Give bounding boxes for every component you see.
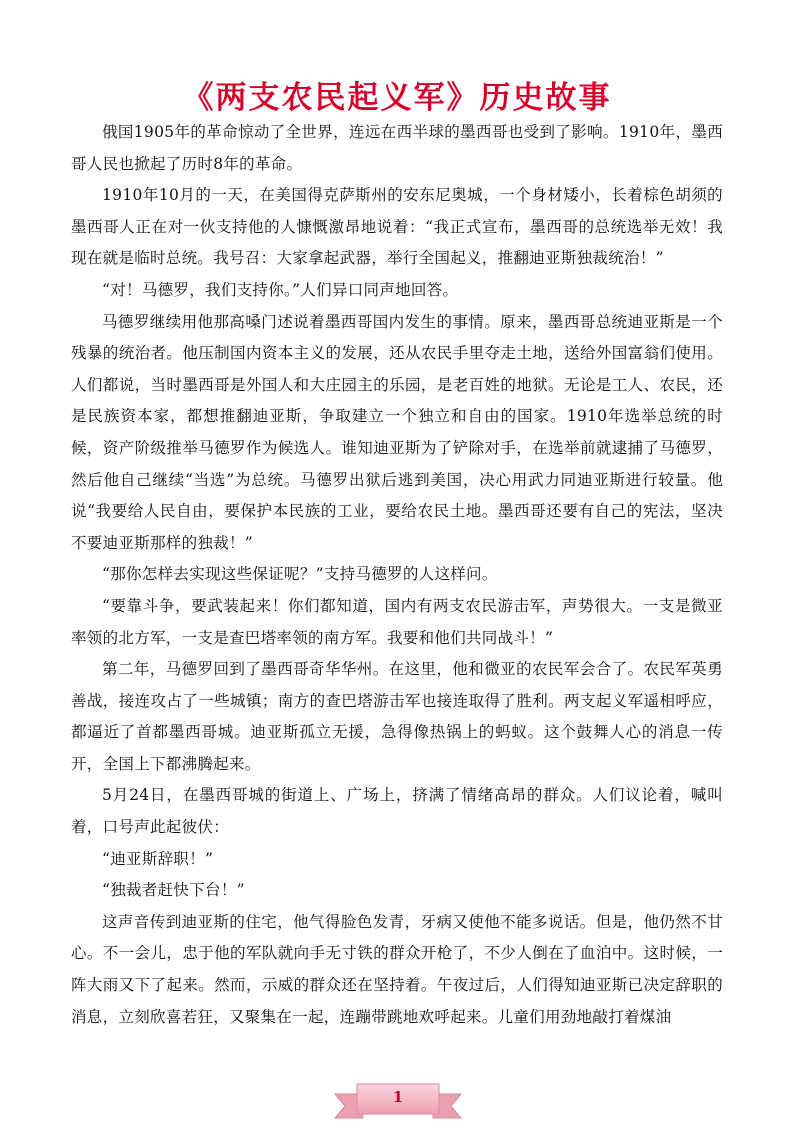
document-body — [71, 117, 723, 1033]
page-number: 1 — [392, 1088, 404, 1106]
paragraph: 5月24日，在墨西哥城的街道上、广场上，挤满了情绪高昂的群众。人们议论着，喊叫着，口号声此起彼伏： — [71, 786, 723, 837]
paragraph: 1910年10月的一天，在美国得克萨斯州的安东尼奥城，一个身材矮小，长着棕色胡须的墨西哥人正在对一伙支持他的人慷慨激昂地说着：“我正式宣布，墨西哥的总统选举无效！我现在就是临时总统。我号召：大家拿起武器，举行全国起义，推翻迪亚斯独裁统治！” — [71, 186, 723, 268]
paragraph: 俄国1905年的革命惊动了全世界，连远在西半球的墨西哥也受到了影响。1910年，墨西哥人民也掀起了历时8年的革命。 — [71, 123, 723, 173]
paragraph: “要靠斗争，要武装起来！你们都知道，国内有两支农民游击军，声势很大。一支是微亚率领的北方军，一支是查巴塔率领的南方军。我要和他们共同战斗！” — [71, 596, 723, 647]
paragraph: “对！马德罗，我们支持你。”人们异口同声地回答。 — [102, 280, 459, 299]
paragraph: 第二年，马德罗回到了墨西哥奇华华州。在这里，他和微亚的农民军会合了。农民军英勇善战，接连攻占了一些城镇；南方的查巴塔游击军也接连取得了胜利。两支起义军遥相呼应，都逼近了首都墨西哥城。迪亚斯孤立无援，急得像热锅上的蚂蚁。这个鼓舞人心的消息一传开，全国上下都沸腾起来。 — [71, 660, 723, 773]
paragraph: 这声音传到迪亚斯的住宅，他气得脸色发青，牙病又使他不能多说话。但是，他仍然不甘心。不一会儿，忠于他的军队就向手无寸铁的群众开枪了，不少人倒在了血泊中。这时候，一阵大雨又下了起来。然而，示威的群众还在坚持着。午夜过后，人们得知迪亚斯已决定辞职的消息，立刻欣喜若狂，又聚集在一起，连蹦带跳地欢呼起来。儿童们用劲地敲打着煤油 — [71, 912, 723, 1026]
paragraph: “独裁者赶快下台！” — [102, 881, 245, 900]
paragraph: 马德罗继续用他那高嗓门述说着墨西哥国内发生的事情。原来，墨西哥总统迪亚斯是一个残暴的统治者。他压制国内资本主义的发展，还从农民手里夺走土地，送给外国富翁们使用。人们都说，当时墨西哥是外国人和大庄园主的乐园，是老百姓的地狱。无论是工人、农民，还是民族资本家，都想推翻迪亚斯，争取建立一个独立和自由的国家。1910年选举总统的时候，资产阶级推举马德罗作为候选人。谁知迪亚斯为了铲除对手，在选举前就逮捕了马德罗，然后他自己继续“当选”为总统。马德罗出狱后逃到美国，决心用武力同迪亚斯进行较量。他说“我要给人民自由，要保护本民族的工业，要给农民土地。墨西哥还要有自己的宪法，坚决不要迪亚斯那样的独裁！” — [71, 312, 723, 552]
document-title: 《两支农民起义军》历史故事 — [182, 80, 612, 116]
paragraph: “那你怎样去实现这些保证呢？”支持马德罗的人这样问。 — [102, 565, 498, 584]
paragraph: “迪亚斯辞职！” — [102, 849, 214, 868]
